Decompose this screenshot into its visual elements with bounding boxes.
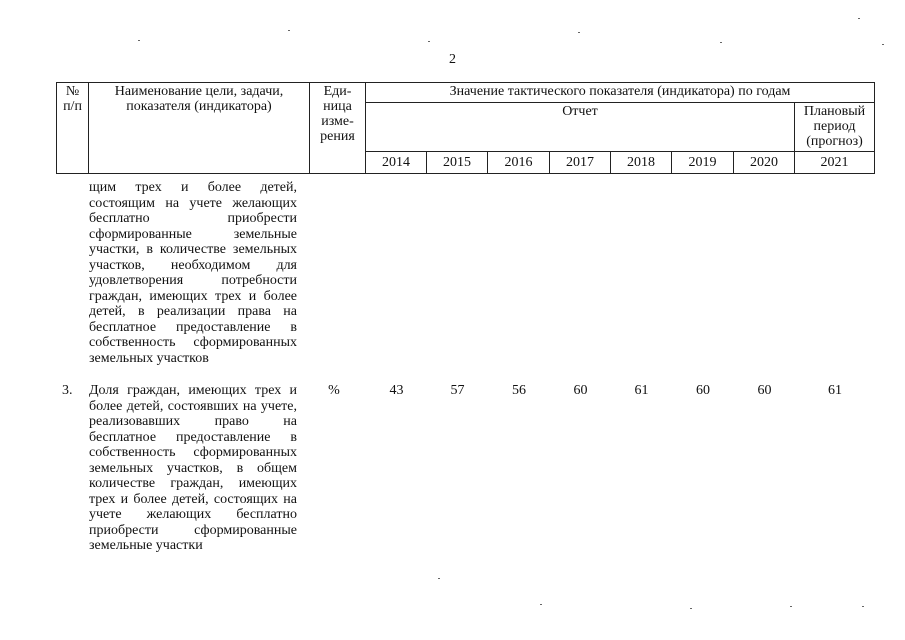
page-number: 2 [449,52,456,67]
row3-value-2017: 60 [573,383,588,398]
scan-speck [438,578,440,579]
header-year-2018: 2018 [611,152,672,174]
row3-indicator-text: Доля граждан, имеющих трех и более детей, состоявших на учете, реализовавших право на бесплатное предоставление в собственность сформированных земельных участков, в общем количестве граждан, имеющих трех и более детей, состоящих на учете желающих бесплатно приобрести сформированные земельные участки [89,383,297,553]
row3-value-2014: 43 [389,383,404,398]
indicator-table-header [56,82,875,174]
header-year-2015: 2015 [427,152,488,174]
scan-speck [690,608,692,609]
scan-speck [862,606,864,607]
header-name-cell: Наименование цели, задачи, показателя (индикатора) [89,83,310,174]
row2-continuation-text: щим трех и более детей, состоящим на учете желающих бесплатно приобрести сформированные земельные участки, в количестве земельных участков, необходимом для удовлетворения потребности граждан, имеющих трех и более детей, в реализации права на бесплатное предоставление в собственность сформированных земельных участков [89,180,297,366]
row3-unit: % [328,383,340,398]
row3-value-2021: 61 [828,383,842,398]
scan-speck [428,41,430,42]
header-year-2021: 2021 [795,152,875,174]
header-unit-cell: Еди-ница изме-рения [310,83,366,174]
header-year-2017: 2017 [550,152,611,174]
scan-speck [288,30,290,31]
scan-speck [540,604,542,605]
scan-speck [720,42,722,43]
header-report-cell: Отчет [366,103,795,152]
header-values-title: Значение тактического показателя (индикатора) по годам [366,83,875,103]
header-year-2014: 2014 [366,152,427,174]
row3-value-2018: 61 [634,383,649,398]
row3-number: 3. [62,383,73,398]
row3-value-2020: 60 [757,383,772,398]
header-year-2020: 2020 [734,152,795,174]
scan-speck [790,606,792,607]
row3-value-2016: 56 [512,383,526,398]
header-plan-cell: Плановый период (прогноз) [795,103,875,152]
scan-speck [858,18,860,19]
row3-value-2019: 60 [696,383,710,398]
scan-speck [138,40,140,41]
header-year-2019: 2019 [672,152,734,174]
header-year-2016: 2016 [488,152,550,174]
scan-speck [578,32,580,33]
scan-speck [882,44,884,45]
row3-value-2015: 57 [450,383,465,398]
header-number-cell: № п/п [57,83,89,174]
